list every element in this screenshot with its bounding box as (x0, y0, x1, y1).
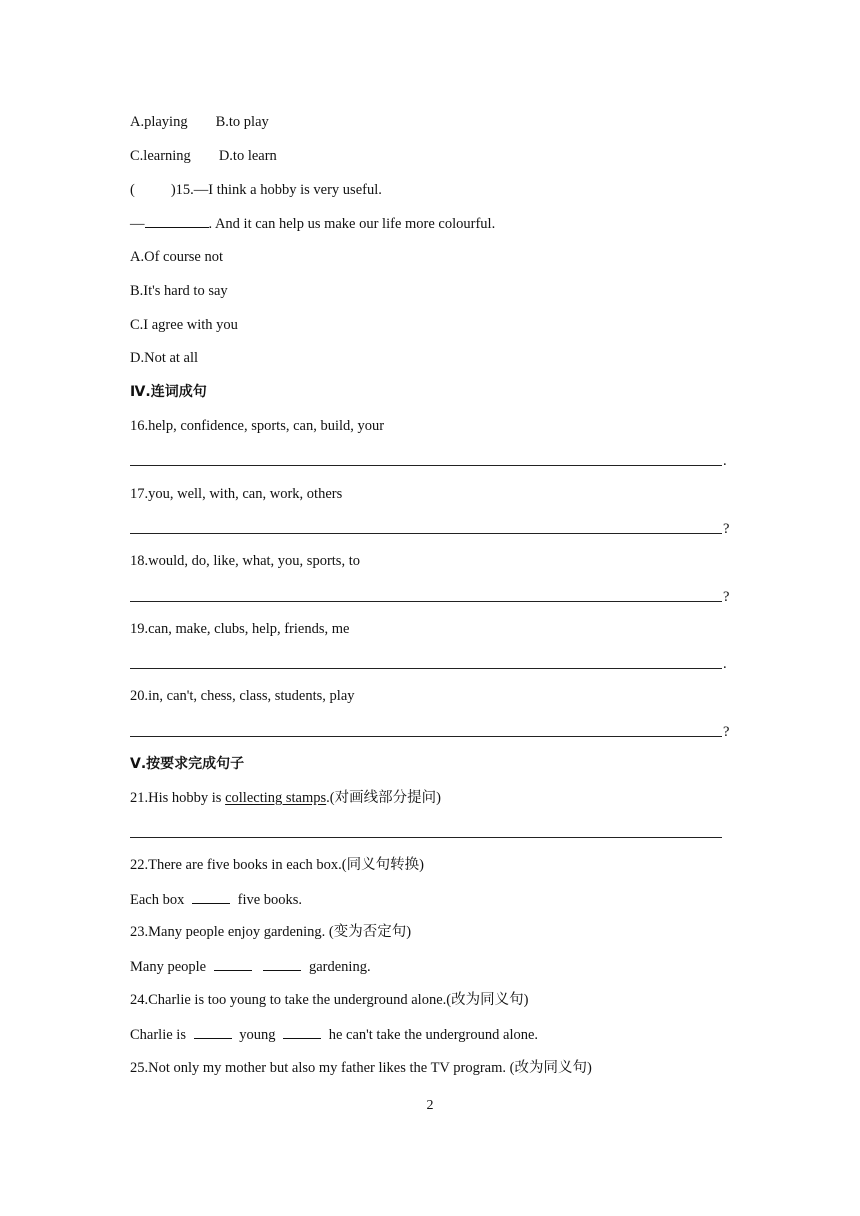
section-5-heading: Ⅴ.按要求完成句子 (130, 756, 245, 772)
q24-answer (130, 1024, 538, 1045)
q15-option-d: D.Not at all (130, 350, 199, 366)
q16-end-mark: . (723, 453, 727, 469)
q21-text-pre: 21.His hobby is (130, 790, 226, 806)
q19-prompt: 19.can, make, clubs, help, friends, me (130, 621, 350, 637)
q17-end-mark: ? (723, 521, 730, 537)
q21-answer-line[interactable] (130, 818, 730, 838)
q21-prompt (130, 788, 441, 808)
q22-answer-post: five books. (237, 892, 303, 908)
q18-answer-line[interactable] (130, 582, 730, 605)
q16-answer-line[interactable] (130, 446, 730, 469)
q20-end-mark: ? (723, 724, 730, 740)
q23-blank-2[interactable] (263, 956, 301, 971)
q23-answer-pre: Many people (130, 959, 207, 975)
q15-stem-text: )15.—I think a hobby is very useful. (170, 182, 382, 198)
q18-prompt: 18.would, do, like, what, you, sports, to (130, 553, 360, 569)
q17-answer-line[interactable] (130, 514, 730, 537)
q23-answer-post: gardening. (308, 959, 371, 975)
q22-answer (130, 889, 302, 910)
q15-reply-text: . And it can help us make our life more colourful. (208, 216, 496, 232)
q14-options-row-1 (130, 112, 269, 132)
q22-answer-pre: Each box (130, 892, 185, 908)
q14-option-d: D.to learn (218, 148, 277, 164)
q15-stem (130, 180, 382, 200)
q15-reply-dash: — (130, 216, 145, 232)
q15-reply (130, 213, 495, 234)
q15-option-b: B.It's hard to say (130, 283, 228, 299)
q14-option-c: C.learning (130, 148, 191, 164)
q19-end-mark: . (723, 656, 727, 672)
q23-answer (130, 956, 371, 977)
q24-blank-1[interactable] (194, 1024, 232, 1039)
q23-prompt: 23.Many people enjoy gardening. (变为否定句) (130, 924, 412, 940)
q25-prompt: 25.Not only my mother but also my father likes the TV program. (改为同义句) (130, 1060, 592, 1076)
q20-prompt: 20.in, can't, chess, class, students, play (130, 688, 355, 704)
q16-prompt: 16.help, confidence, sports, can, build, your (130, 418, 385, 434)
q24-blank-2[interactable] (283, 1024, 321, 1039)
q20-answer-line[interactable] (130, 717, 730, 740)
q14-option-a: A.playing (130, 114, 188, 130)
q18-end-mark: ? (723, 589, 730, 605)
q22-blank-1[interactable] (192, 889, 230, 904)
q14-option-b: B.to play (215, 114, 269, 130)
q24-answer-pre: Charlie is (130, 1027, 186, 1043)
q24-answer-mid: young (239, 1027, 276, 1043)
section-4-heading: Ⅳ.连词成句 (130, 384, 207, 400)
q19-answer-line[interactable] (130, 649, 730, 672)
page-number: 2 (426, 1098, 434, 1113)
q21-text-post: .(对画线部分提问) (326, 790, 441, 806)
q14-options-row-2 (130, 146, 277, 166)
q15-reply-blank[interactable] (145, 213, 209, 228)
q15-paren-open: ( (130, 182, 135, 198)
q22-prompt: 22.There are five books in each box.(同义句转换) (130, 857, 424, 873)
q15-option-c: C.I agree with you (130, 317, 238, 333)
q17-prompt: 17.you, well, with, can, work, others (130, 486, 343, 502)
q15-option-a: A.Of course not (130, 249, 224, 265)
q24-prompt: 24.Charlie is too young to take the underground alone.(改为同义句) (130, 992, 529, 1008)
q21-underlined-phrase: collecting stamps (225, 790, 327, 806)
q23-blank-1[interactable] (214, 956, 252, 971)
q24-answer-post: he can't take the underground alone. (328, 1027, 539, 1043)
